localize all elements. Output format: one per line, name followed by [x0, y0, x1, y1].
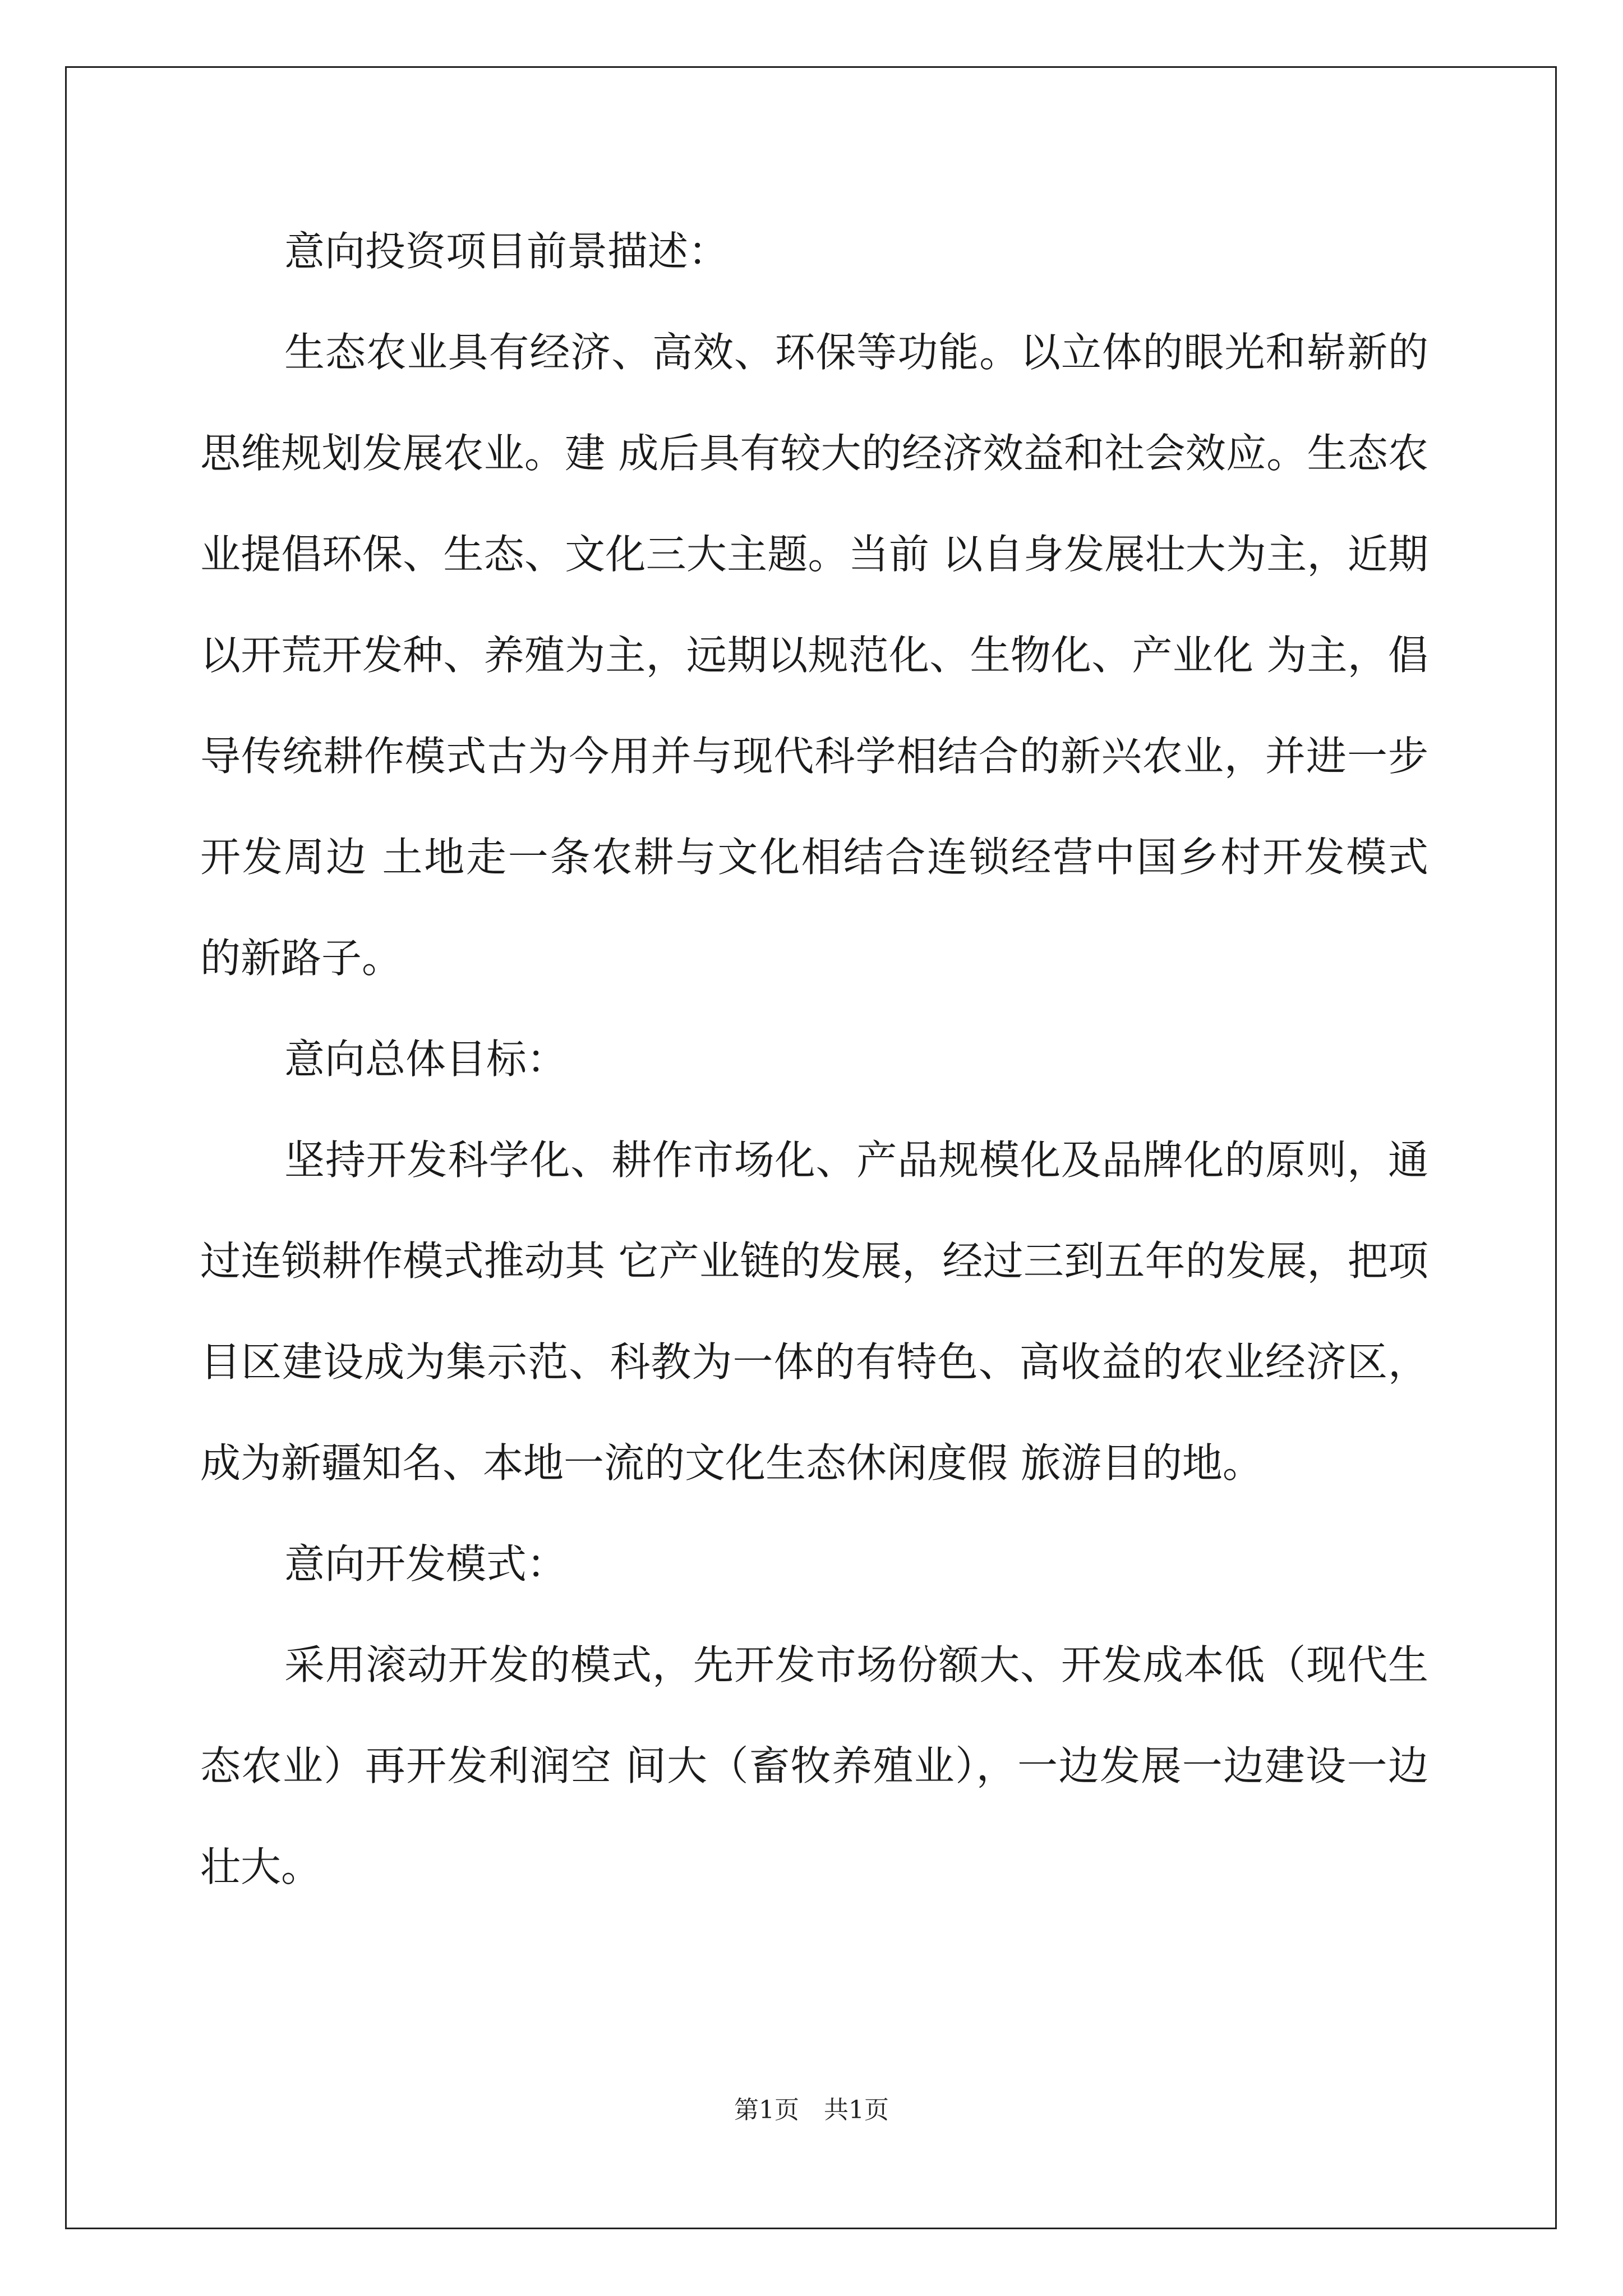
- paragraph-line: 坚持开发科学化、耕作市场化、产品规模化及品牌化的原则，通: [284, 1137, 1428, 1184]
- paragraph-line: 采用滚动开发的模式，先开发市场份额大、开发成本低（现代生: [284, 1641, 1428, 1688]
- paragraph-line: 态农业）再开发利润空 间大（畜牧养殖业），一边发展一边建设一边: [200, 1742, 1428, 1789]
- heading-overall-goal: 意向总体目标：: [284, 1036, 568, 1083]
- paragraph-line: 过连锁耕作模式推动其 它产业链的发展，经过三到五年的发展，把项: [200, 1237, 1428, 1285]
- paragraph-line: 成为新疆知名、本地一流的文化生态休闲度假 旅游目的地。: [200, 1439, 1263, 1487]
- paragraph-line: 壮大。: [200, 1843, 322, 1890]
- paragraph-line: 目区建设成为集示范、科教为一体的有特色、高收益的农业经济区，: [200, 1338, 1428, 1386]
- paragraph-line: 的新路子。: [200, 935, 403, 982]
- paragraph-line: 生态农业具有经济、高效、环保等功能。以立体的眼光和崭新的: [284, 329, 1428, 376]
- paragraph-line: 开发周边 土地走一条农耕与文化相结合连锁经营中国乡村开发模式: [200, 834, 1428, 881]
- heading-project-outlook: 意向投资项目前景描述：: [284, 228, 729, 275]
- page-number-footer: 第1页 共1页: [734, 2096, 889, 2124]
- heading-development-mode: 意向开发模式：: [284, 1540, 568, 1588]
- paragraph-line: 以开荒开发种、养殖为主，远期以规范化、生物化、产业化 为主，倡: [200, 632, 1428, 679]
- paragraph-line: 思维规划发展农业。建 成后具有较大的经济效益和社会效应。生态农: [200, 430, 1428, 477]
- paragraph-line: 业提倡环保、生态、文化三大主题。当前 以自身发展壮大为主，近期: [200, 531, 1428, 578]
- paragraph-line: 导传统耕作模式古为今用并与现代科学相结合的新兴农业，并进一步: [200, 733, 1428, 780]
